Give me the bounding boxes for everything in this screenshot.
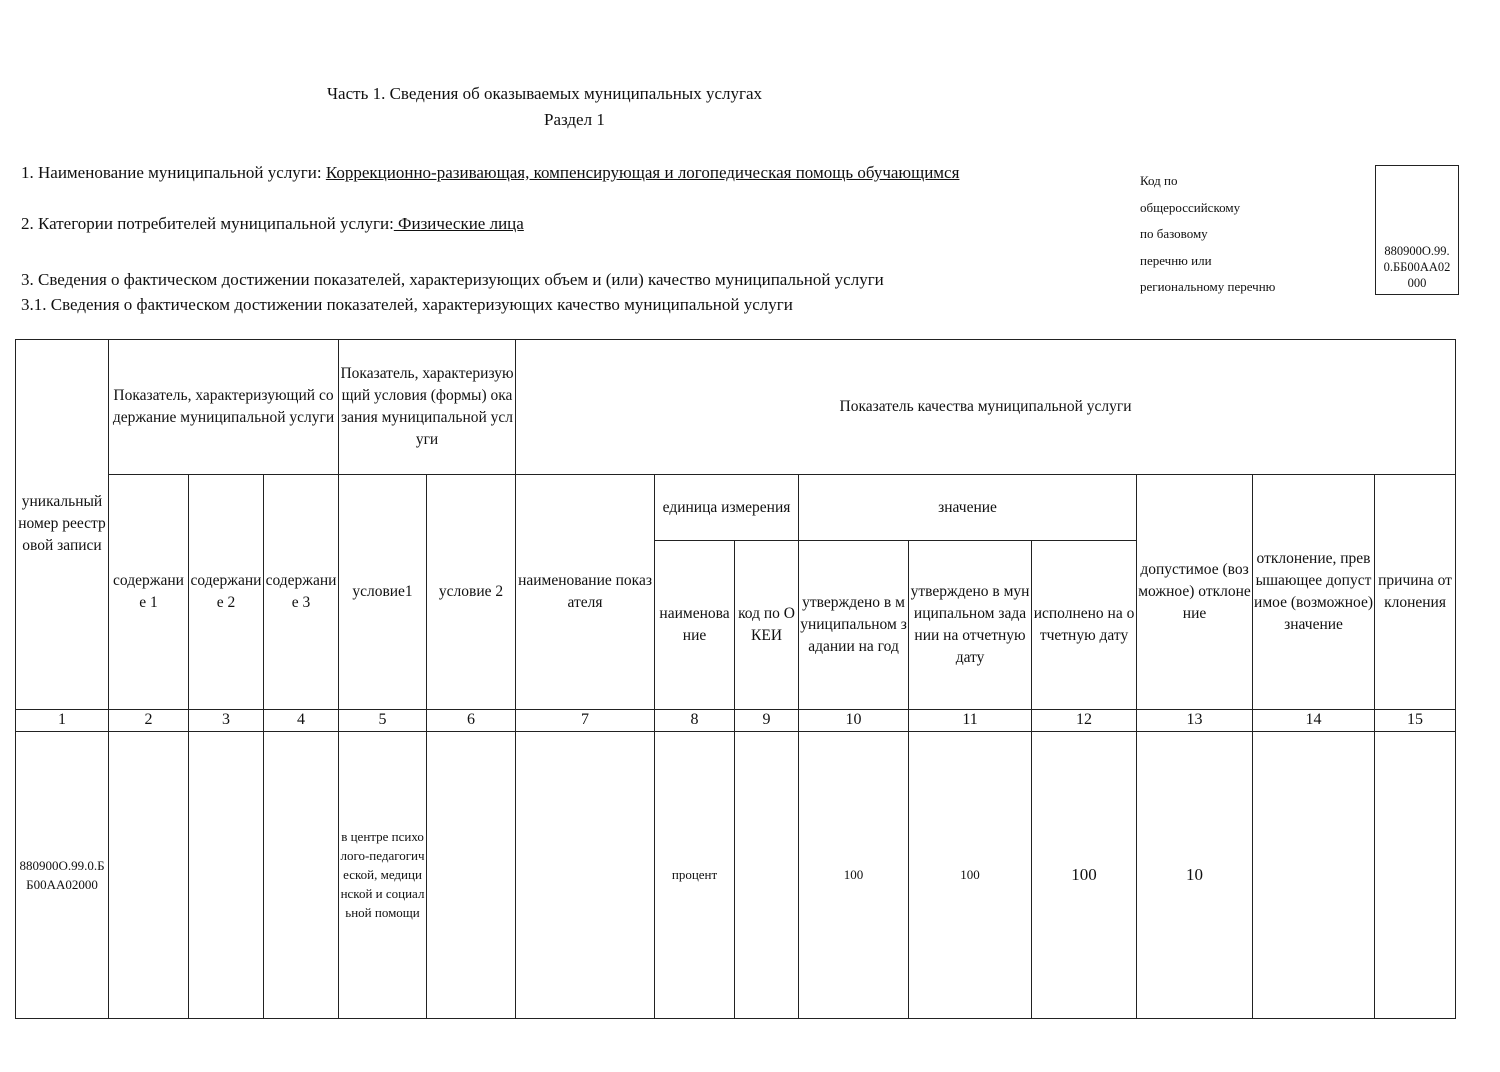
cell-okei-code — [735, 731, 799, 1018]
code-label-line: общероссийскому — [1140, 199, 1241, 215]
cell-executed: 100 — [1032, 731, 1137, 1018]
cell-deviation-reason — [1375, 731, 1456, 1018]
cell-indicator-name — [516, 731, 655, 1018]
header-quality-group: Показатель качества муниципальной услуги — [516, 340, 1456, 475]
header-okei-code: код по ОКЕИ — [735, 541, 799, 709]
header-indicator-name: наименование показателя — [516, 475, 655, 709]
column-number: 15 — [1375, 709, 1456, 731]
cell-condition-1: в центре психолого-педагогической, медицинской и социальной помощи — [339, 731, 427, 1018]
cell-content-2 — [189, 731, 264, 1018]
header-condition-group: Показатель, характеризующий условия (формы) оказания муниципальной услуги — [339, 340, 516, 475]
header-exceeding-deviation: отклонение, превышающее допустимое (возможное) значение — [1253, 475, 1375, 709]
column-number: 10 — [799, 709, 909, 731]
column-number: 11 — [909, 709, 1032, 731]
header-allowed-deviation: допустимое (возможное) отклонение — [1137, 475, 1253, 709]
cell-content-3 — [264, 731, 339, 1018]
code-label-line: по базовому — [1140, 226, 1208, 241]
part-title: Часть 1. Сведения об оказываемых муниципальных услугах — [327, 84, 763, 103]
registry-code-box — [1375, 165, 1459, 295]
code-label-line: региональному перечню — [1140, 279, 1276, 294]
code-label-line: перечню или — [1140, 252, 1212, 268]
service-name-line — [21, 163, 959, 183]
header-unique-number: уникальный номер реестровой записи — [16, 340, 109, 710]
cell-approved-year: 100 — [799, 731, 909, 1018]
column-number: 13 — [1137, 709, 1253, 731]
header-content-2: содержание 2 — [189, 475, 264, 709]
column-number: 6 — [427, 709, 516, 731]
header-value-group: значение — [799, 475, 1137, 541]
section-title: Раздел 1 — [544, 110, 605, 129]
cell-condition-2 — [427, 731, 516, 1018]
header-approved-date: утверждено в муниципальном задании на отчетную дату — [909, 541, 1032, 709]
code-value-line: 880900О.99. — [1384, 244, 1450, 258]
code-value-line: 000 — [1407, 276, 1427, 290]
cell-exceeding-deviation — [1253, 731, 1375, 1018]
code-label-line: Код по — [1140, 173, 1178, 188]
table-row — [16, 731, 1456, 1018]
column-number: 1 — [16, 709, 109, 731]
header-unit-group: единица измерения — [655, 475, 799, 541]
column-number: 7 — [516, 709, 655, 731]
column-number: 2 — [109, 709, 189, 731]
service-name-label: 1. Наименование муниципальной услуги: — [21, 163, 326, 182]
header-content-1: содержание 1 — [109, 475, 189, 709]
column-number: 5 — [339, 709, 427, 731]
header-condition-1: условие1 — [339, 475, 427, 709]
registry-code-label — [1140, 168, 1275, 301]
code-value-line: 0.ББ00АА02 — [1383, 260, 1451, 274]
cell-content-1 — [109, 731, 189, 1018]
consumer-category-line — [21, 214, 524, 234]
column-number: 8 — [655, 709, 735, 731]
cell-approved-date: 100 — [909, 731, 1032, 1018]
header-deviation-reason: причина отклонения — [1375, 475, 1456, 709]
section3-title: 3. Сведения о фактическом достижении показателей, характеризующих объем и (или) качество муниципальной услуги — [21, 270, 884, 289]
header-approved-year: утверждено в муниципальном задании на год — [799, 541, 909, 709]
column-number: 9 — [735, 709, 799, 731]
service-name-value: Коррекционно-разивающая, компенсирующая и логопедическая помощь обучающимся — [325, 163, 960, 182]
header-condition-2: условие 2 — [427, 475, 516, 709]
header-content-group: Показатель, характеризующий содержание муниципальной услуги — [109, 340, 339, 475]
cell-unique-number: 880900О.99.0.ББ00АА02000 — [16, 731, 109, 1018]
column-number: 14 — [1253, 709, 1375, 731]
column-number: 12 — [1032, 709, 1137, 731]
column-number: 4 — [264, 709, 339, 731]
header-unit-name: наименование — [655, 541, 735, 709]
consumer-category-label: 2. Категории потребителей муниципальной услуги: — [21, 214, 394, 233]
section31-title: 3.1. Сведения о фактическом достижении показателей, характеризующих качество муниципальной услуги — [21, 295, 793, 314]
consumer-category-value: Физические лица — [393, 214, 524, 233]
cell-allowed-deviation: 10 — [1137, 731, 1253, 1018]
cell-unit-name: процент — [655, 731, 735, 1018]
column-number: 3 — [189, 709, 264, 731]
header-executed: исполнено на отчетную дату — [1032, 541, 1137, 709]
header-content-3: содержание 3 — [264, 475, 339, 709]
quality-indicators-table — [15, 339, 1456, 1019]
